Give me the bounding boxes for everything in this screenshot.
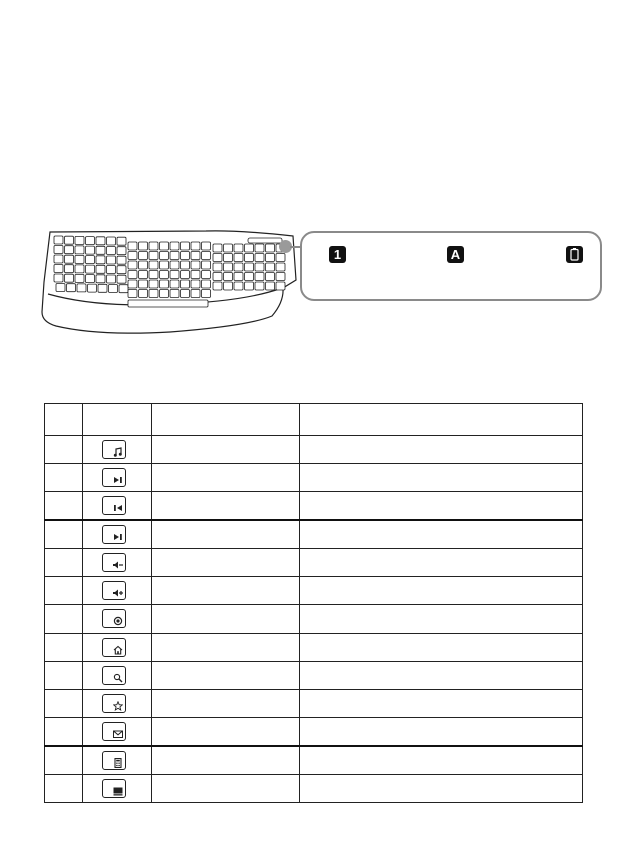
column-header-key (83, 404, 152, 436)
keyboard-key (98, 284, 107, 292)
keycap (102, 609, 126, 628)
number-one-lock-icon: 1 (329, 246, 346, 263)
keyboard-key (170, 252, 179, 260)
keyboard-key (245, 254, 254, 262)
description-cell (300, 605, 583, 633)
keycap (102, 638, 126, 657)
keyboard-key (65, 255, 74, 263)
table-row (45, 548, 583, 576)
keyboard-key (266, 263, 275, 271)
description-cell (300, 746, 583, 774)
keyboard-key (170, 242, 179, 250)
keyboard-key (245, 282, 254, 290)
keyboard-key (276, 254, 285, 262)
keyboard-key (181, 271, 190, 279)
favorites-star-icon (113, 701, 123, 711)
mute-icon (113, 616, 123, 626)
keyboard-key (234, 273, 243, 281)
keyboard-key (75, 274, 84, 282)
keyboard-key (86, 256, 95, 264)
row-number-cell (45, 774, 83, 802)
indicator-callout (300, 231, 602, 301)
keycap (102, 722, 126, 741)
keyboard-key (86, 265, 95, 273)
keycap (102, 666, 126, 685)
keyboard-key (245, 273, 254, 281)
row-number-cell (45, 605, 83, 633)
keyboard-key (149, 261, 158, 269)
keyboard-key (149, 242, 158, 250)
description-cell (300, 577, 583, 605)
description-cell (300, 718, 583, 746)
key-icon-cell (83, 661, 152, 689)
function-cell (152, 464, 300, 492)
keyboard-key (170, 261, 179, 269)
keyboard-key (139, 252, 148, 260)
keyboard-key (224, 263, 233, 271)
keyboard-key (139, 242, 148, 250)
spacebar-key (128, 300, 208, 307)
keyboard-key (234, 263, 243, 271)
keyboard-key (191, 290, 200, 298)
keyboard-key (202, 280, 211, 288)
function-cell (152, 577, 300, 605)
keycap (102, 553, 126, 572)
keyboard-key (191, 242, 200, 250)
keyboard-key (96, 237, 105, 245)
keyboard-key (128, 261, 137, 269)
keyboard-key (88, 284, 97, 292)
row-number-cell (45, 520, 83, 548)
keycap (102, 581, 126, 600)
keyboard-key (191, 252, 200, 260)
keyboard-key (117, 247, 126, 255)
keyboard-key (96, 265, 105, 273)
keyboard-key (181, 290, 190, 298)
keyboard-key (266, 282, 275, 290)
key-icon-cell (83, 520, 152, 548)
key-icon-cell (83, 577, 152, 605)
keyboard-key (255, 254, 264, 262)
key-icon-cell (83, 689, 152, 717)
key-icon-cell (83, 774, 152, 802)
keyboard-key (191, 280, 200, 288)
keyboard-key (224, 244, 233, 252)
table-row (45, 464, 583, 492)
keyboard-key (266, 254, 275, 262)
previous-track-icon (113, 503, 123, 513)
keyboard-key (213, 273, 222, 281)
keyboard-key (75, 236, 84, 244)
row-number-cell (45, 718, 83, 746)
keyboard-key (75, 246, 84, 254)
row-number-cell (45, 661, 83, 689)
keyboard-key (234, 244, 243, 252)
keyboard-key (86, 246, 95, 254)
table-header-row (45, 404, 583, 436)
row-number-cell (45, 548, 83, 576)
keyboard-key (255, 244, 264, 252)
keyboard-key (107, 247, 116, 255)
battery-icon (566, 246, 583, 263)
keyboard-key (54, 274, 63, 282)
email-icon (113, 729, 123, 739)
keyboard-key (128, 271, 137, 279)
description-cell (300, 464, 583, 492)
row-number-cell (45, 746, 83, 774)
play-pause-icon (113, 475, 123, 485)
calculator-icon (113, 758, 123, 768)
row-number-cell (45, 577, 83, 605)
keyboard-key (255, 282, 264, 290)
keyboard-key (65, 265, 74, 273)
function-cell (152, 774, 300, 802)
row-number-cell (45, 436, 83, 464)
keyboard-key (234, 254, 243, 262)
keycap (102, 496, 126, 515)
keyboard-key (202, 252, 211, 260)
keyboard-key (107, 275, 116, 283)
function-key-table (44, 403, 583, 803)
keyboard-key (160, 252, 169, 260)
keyboard-key (202, 290, 211, 298)
description-cell (300, 633, 583, 661)
keyboard-key (160, 242, 169, 250)
description-cell (300, 661, 583, 689)
keyboard-key (109, 285, 118, 293)
keyboard-key (255, 273, 264, 281)
keyboard-key (54, 265, 63, 273)
table-row (45, 577, 583, 605)
keyboard-key (255, 263, 264, 271)
keyboard-key (181, 242, 190, 250)
keyboard-key (149, 290, 158, 298)
keycap (102, 751, 126, 770)
function-cell (152, 492, 300, 520)
keyboard-key (170, 271, 179, 279)
keyboard-key (128, 280, 137, 288)
keyboard-key (54, 246, 63, 254)
keyboard-key (128, 242, 137, 250)
key-icon-cell (83, 548, 152, 576)
keyboard-key (149, 252, 158, 260)
function-cell (152, 548, 300, 576)
music-note-icon (113, 447, 123, 457)
keyboard-key (202, 242, 211, 250)
keyboard-key (160, 290, 169, 298)
keyboard-key (96, 275, 105, 283)
keyboard-key (54, 255, 63, 263)
keyboard-key (245, 244, 254, 252)
table-row (45, 718, 583, 746)
keycap (102, 694, 126, 713)
table-row (45, 492, 583, 520)
key-icon-cell (83, 436, 152, 464)
column-header-number (45, 404, 83, 436)
keyboard-key (266, 273, 275, 281)
keyboard-key (117, 237, 126, 245)
table-row (45, 605, 583, 633)
column-header-description (300, 404, 583, 436)
keycap (102, 779, 126, 798)
keyboard-key (213, 282, 222, 290)
column-header-function (152, 404, 300, 436)
keyboard-key (139, 271, 148, 279)
keyboard-key (160, 261, 169, 269)
keyboard-key (191, 271, 200, 279)
keyboard-key (245, 263, 254, 271)
keyboard-key (67, 284, 76, 292)
key-icon-cell (83, 492, 152, 520)
keyboard-key (65, 274, 74, 282)
keyboard-key (107, 256, 116, 264)
row-number-cell (45, 689, 83, 717)
keyboard-key (139, 290, 148, 298)
function-cell (152, 633, 300, 661)
keyboard-key (213, 254, 222, 262)
home-icon (113, 645, 123, 655)
table-row (45, 436, 583, 464)
function-cell (152, 520, 300, 548)
keyboard-key (96, 246, 105, 254)
keyboard-key (160, 271, 169, 279)
keyboard-key (224, 282, 233, 290)
keyboard-key (202, 271, 211, 279)
description-cell (300, 520, 583, 548)
table-row (45, 689, 583, 717)
keyboard-key (139, 280, 148, 288)
description-cell (300, 492, 583, 520)
table-row (45, 661, 583, 689)
function-cell (152, 746, 300, 774)
keyboard-key (213, 244, 222, 252)
keyboard-key (276, 282, 285, 290)
keycap (102, 525, 126, 544)
keyboard-key (86, 237, 95, 245)
row-number-cell (45, 492, 83, 520)
keyboard-key (128, 290, 137, 298)
keyboard-key (86, 275, 95, 283)
keyboard-key (266, 244, 275, 252)
keyboard-key (191, 261, 200, 269)
keyboard-key (96, 256, 105, 264)
screen-icon (113, 786, 123, 796)
keyboard-key (170, 290, 179, 298)
table-row (45, 633, 583, 661)
keyboard-key (234, 282, 243, 290)
keyboard-key (65, 246, 74, 254)
keyboard-key (107, 266, 116, 274)
keyboard-key (149, 271, 158, 279)
volume-up-icon (113, 588, 123, 598)
row-number-cell (45, 464, 83, 492)
function-cell (152, 661, 300, 689)
keyboard-key (117, 275, 126, 283)
keyboard-key (181, 280, 190, 288)
volume-down-icon (113, 560, 123, 570)
keyboard-key (224, 273, 233, 281)
keyboard-key (75, 255, 84, 263)
row-number-cell (45, 633, 83, 661)
key-icon-cell (83, 633, 152, 661)
key-icon-cell (83, 464, 152, 492)
key-icon-cell (83, 718, 152, 746)
keyboard-key (276, 273, 285, 281)
keyboard-key (77, 284, 86, 292)
keycap (102, 440, 126, 459)
keyboard-key (276, 263, 285, 271)
ergonomic-keyboard-illustration (38, 222, 300, 338)
keyboard-key (75, 265, 84, 273)
keyboard-key (54, 236, 63, 244)
keyboard-key (202, 261, 211, 269)
keyboard-key (213, 263, 222, 271)
keyboard-key (119, 285, 128, 293)
keyboard-key (107, 237, 116, 245)
keyboard-key (65, 236, 74, 244)
keyboard-key (149, 280, 158, 288)
key-icon-cell (83, 746, 152, 774)
description-cell (300, 689, 583, 717)
keyboard-key (128, 252, 137, 260)
keycap (102, 468, 126, 487)
function-cell (152, 718, 300, 746)
function-cell (152, 689, 300, 717)
keyboard-key (170, 280, 179, 288)
keyboard-key (117, 256, 126, 264)
description-cell (300, 548, 583, 576)
keyboard-key (181, 261, 190, 269)
key-icon-cell (83, 605, 152, 633)
table-row (45, 520, 583, 548)
function-cell (152, 436, 300, 464)
description-cell (300, 436, 583, 464)
table-row (45, 774, 583, 802)
keyboard-key (160, 280, 169, 288)
keyboard-key (117, 266, 126, 274)
table-row (45, 746, 583, 774)
next-track-icon (113, 532, 123, 542)
keyboard-key (181, 252, 190, 260)
keyboard-key (224, 254, 233, 262)
keyboard-key (56, 284, 65, 292)
keyboard-key (139, 261, 148, 269)
description-cell (300, 774, 583, 802)
search-icon (113, 673, 123, 683)
function-cell (152, 605, 300, 633)
caps-lock-icon: A (447, 246, 464, 263)
